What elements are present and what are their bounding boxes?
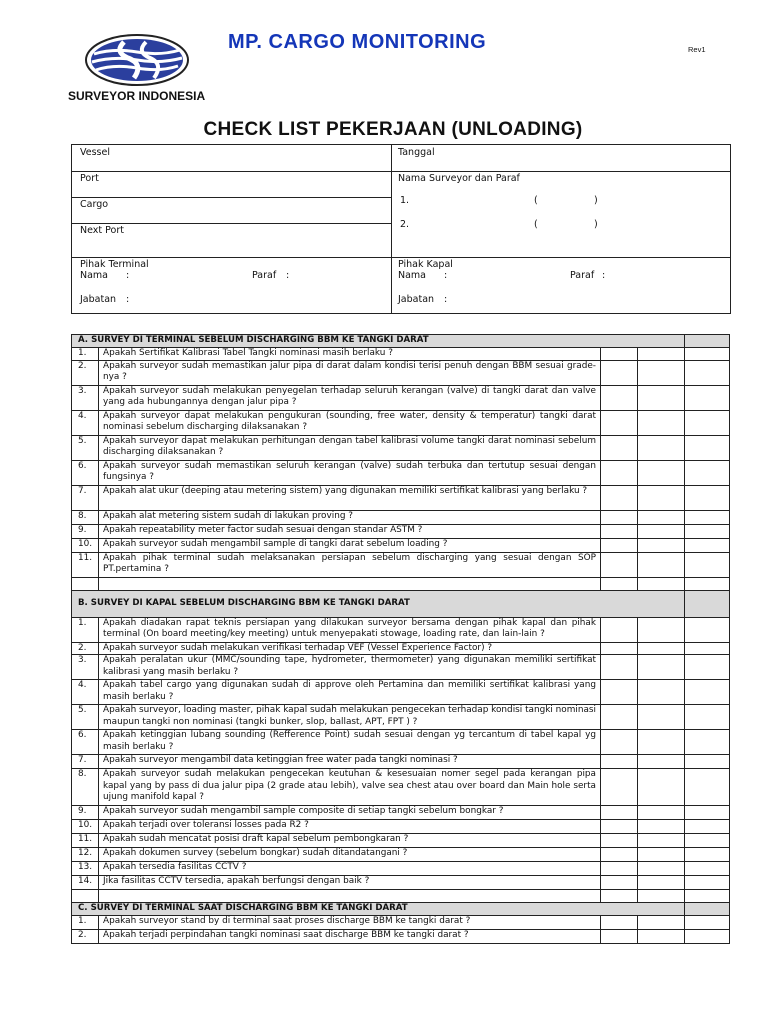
answer-cell[interactable] — [685, 348, 730, 361]
paren-close: ) — [594, 195, 598, 206]
answer-cell[interactable] — [685, 806, 730, 820]
item-number: 2. — [72, 642, 99, 655]
answer-cell[interactable] — [601, 848, 638, 862]
item-question: Apakah surveyor dapat melakukan perhitungan dengan tabel kalibrasi volume tangki darat nominasi sebelum discharging dilaksanakan ? — [99, 435, 601, 460]
section-title: B. SURVEY DI KAPAL SEBELUM DISCHARGING BBM KE TANGKI DARAT — [72, 590, 685, 617]
item-question: Jika fasilitas CCTV tersedia, apakah berfungsi dengan baik ? — [99, 876, 601, 890]
answer-cell[interactable] — [601, 360, 638, 385]
answer-cell[interactable] — [638, 769, 685, 806]
answer-cell[interactable] — [601, 410, 638, 435]
item-question: Apakah repeatability meter factor sudah sesuai dengan standar ASTM ? — [99, 524, 601, 538]
app-title: MP. CARGO MONITORING — [228, 31, 487, 53]
answer-cell[interactable] — [638, 410, 685, 435]
answer-cell[interactable] — [638, 552, 685, 577]
answer-cell[interactable] — [685, 862, 730, 876]
item-question: Apakah alat ukur (deeping atau metering sistem) yang digunakan memiliki sertifikat kalibrasi yang berlaku ? — [99, 485, 601, 510]
answer-cell[interactable] — [638, 524, 685, 538]
item-number: 10. — [72, 538, 99, 552]
checklist-row — [72, 510, 730, 524]
item-number: 3. — [72, 385, 99, 410]
paren-open: ( — [534, 219, 538, 230]
answer-cell[interactable] — [601, 510, 638, 524]
item-question: Apakah alat metering sistem sudah di lakukan proving ? — [99, 510, 601, 524]
section-header-cell — [685, 335, 730, 348]
answer-cell[interactable] — [638, 930, 685, 944]
answer-cell[interactable] — [685, 642, 730, 655]
answer-cell[interactable] — [601, 916, 638, 930]
checklist-row — [72, 538, 730, 552]
answer-cell[interactable] — [601, 385, 638, 410]
info-line — [72, 223, 391, 224]
answer-cell[interactable] — [685, 460, 730, 485]
item-number: 4. — [72, 680, 99, 705]
info-line — [72, 197, 391, 198]
item-question: Apakah surveyor dapat melakukan pengukuran (sounding, free water, density & temperatur) tangki darat nominasi sebelum discharging dilaksanakan ? — [99, 410, 601, 435]
answer-cell[interactable] — [601, 806, 638, 820]
answer-cell[interactable] — [601, 834, 638, 848]
item-question: Apakah pihak terminal sudah melaksanakan persiapan sebelum discharging yang sesuai dengan SOP PT.pertamina ? — [99, 552, 601, 577]
colon: : — [286, 270, 290, 281]
item-question: Apakah surveyor sudah memastikan seluruh kerangan (valve) sudah terbuka dan tertutup sesuai dengan fungsinya ? — [99, 460, 601, 485]
answer-cell[interactable] — [601, 642, 638, 655]
answer-cell[interactable] — [601, 655, 638, 680]
surveyor-2-label: 2. — [400, 219, 410, 230]
answer-cell[interactable] — [685, 916, 730, 930]
colon: : — [126, 294, 130, 305]
answer-cell[interactable] — [685, 485, 730, 510]
item-number: 10. — [72, 820, 99, 834]
answer-cell[interactable] — [601, 538, 638, 552]
answer-cell[interactable] — [638, 848, 685, 862]
checklist-row — [72, 755, 730, 769]
answer-cell[interactable] — [601, 460, 638, 485]
spacer-cell — [601, 890, 638, 903]
answer-cell[interactable] — [685, 655, 730, 680]
item-question: Apakah surveyor sudah melakukan penyegelan terhadap seluruh kerangan (valve) di tangki darat dan valve yang ada hubungannya dengan jalur pipa ? — [99, 385, 601, 410]
answer-cell[interactable] — [601, 820, 638, 834]
answer-cell[interactable] — [638, 617, 685, 642]
section-header-row — [72, 590, 730, 617]
ship-name-label: Nama — [398, 270, 427, 281]
checklist-row — [72, 435, 730, 460]
revision-label: Rev1 — [688, 45, 706, 54]
answer-cell[interactable] — [601, 680, 638, 705]
checklist-row — [72, 485, 730, 510]
answer-cell[interactable] — [638, 360, 685, 385]
spacer-row — [72, 577, 730, 590]
checklist-row — [72, 385, 730, 410]
spacer-cell — [638, 890, 685, 903]
answer-cell[interactable] — [638, 435, 685, 460]
paren-open: ( — [534, 195, 538, 206]
item-question: Apakah surveyor sudah melakukan verifikasi terhadap VEF (Vessel Experience Factor) ? — [99, 642, 601, 655]
answer-cell[interactable] — [685, 410, 730, 435]
answer-cell[interactable] — [638, 862, 685, 876]
answer-cell[interactable] — [601, 435, 638, 460]
answer-cell[interactable] — [601, 348, 638, 361]
answer-cell[interactable] — [601, 730, 638, 755]
section-header-row — [72, 903, 730, 916]
item-number: 7. — [72, 485, 99, 510]
answer-cell[interactable] — [601, 524, 638, 538]
answer-cell[interactable] — [638, 705, 685, 730]
terminal-paraf-label: Paraf — [252, 270, 277, 281]
surveyor-1-label: 1. — [400, 195, 410, 206]
item-number: 3. — [72, 655, 99, 680]
answer-cell[interactable] — [685, 538, 730, 552]
checklist-table — [71, 334, 730, 944]
cargo-label: Cargo — [80, 199, 109, 210]
item-number: 4. — [72, 410, 99, 435]
item-number: 12. — [72, 848, 99, 862]
item-question: Apakah surveyor, loading master, pihak kapal sudah melakukan pengecekan terhadap kondisi tangki nominasi maupun tangki non nominasi (tangki bunker, slop, ballast, APT, FPT ) ? — [99, 705, 601, 730]
item-question: Apakah surveyor stand by di terminal saat proses discharge BBM ke tangki darat ? — [99, 916, 601, 930]
answer-cell[interactable] — [638, 916, 685, 930]
answer-cell[interactable] — [685, 769, 730, 806]
surveyor-label: Nama Surveyor dan Paraf — [398, 173, 520, 184]
checklist-row — [72, 348, 730, 361]
ship-position-label: Jabatan — [398, 294, 435, 305]
item-question: Apakah tersedia fasilitas CCTV ? — [99, 862, 601, 876]
answer-cell[interactable] — [685, 930, 730, 944]
spacer-cell — [99, 890, 601, 903]
answer-cell[interactable] — [638, 730, 685, 755]
section-header-cell — [685, 903, 730, 916]
answer-cell[interactable] — [685, 848, 730, 862]
spacer-cell — [601, 577, 638, 590]
answer-cell[interactable] — [638, 538, 685, 552]
org-name: SURVEYOR INDONESIA — [68, 89, 206, 103]
answer-cell[interactable] — [685, 524, 730, 538]
port-label: Port — [80, 173, 99, 184]
section-title: C. SURVEY DI TERMINAL SAAT DISCHARGING BBM KE TANGKI DARAT — [72, 903, 685, 916]
answer-cell[interactable] — [601, 617, 638, 642]
item-number: 6. — [72, 730, 99, 755]
checklist-row — [72, 642, 730, 655]
answer-cell[interactable] — [601, 755, 638, 769]
item-number: 14. — [72, 876, 99, 890]
item-number: 11. — [72, 552, 99, 577]
answer-cell[interactable] — [638, 820, 685, 834]
item-question: Apakah diadakan rapat teknis persiapan yang dilakukan surveyor bersama dengan pihak kapal dan pihak terminal (On board meeting/key meeting) untuk menyepakati stowage, loading rate, dan lain-lain ? — [99, 617, 601, 642]
answer-cell[interactable] — [685, 360, 730, 385]
info-line — [391, 171, 730, 172]
item-question: Apakah terjadi perpindahan tangki nominasi saat discharge BBM ke tangki darat ? — [99, 930, 601, 944]
item-question: Apakah terjadi over toleransi losses pada R2 ? — [99, 820, 601, 834]
answer-cell[interactable] — [685, 834, 730, 848]
section-header-cell — [685, 590, 730, 617]
item-question: Apakah surveyor sudah mengambil sample composite di setiap tangki sebelum bongkar ? — [99, 806, 601, 820]
item-question: Apakah sudah mencatat posisi draft kapal sebelum pembongkaran ? — [99, 834, 601, 848]
item-number: 1. — [72, 916, 99, 930]
info-line — [72, 257, 730, 258]
checklist-row — [72, 410, 730, 435]
answer-cell[interactable] — [685, 820, 730, 834]
section-title: A. SURVEY DI TERMINAL SEBELUM DISCHARGING BBM KE TANGKI DARAT — [72, 335, 685, 348]
item-question: Apakah Sertifikat Kalibrasi Tabel Tangki nominasi masih berlaku ? — [99, 348, 601, 361]
checklist-row — [72, 360, 730, 385]
answer-cell[interactable] — [685, 552, 730, 577]
item-question: Apakah dokumen survey (sebelum bongkar) sudah ditandatangani ? — [99, 848, 601, 862]
item-question: Apakah surveyor mengambil data ketinggian free water pada tangki nominasi ? — [99, 755, 601, 769]
answer-cell[interactable] — [638, 485, 685, 510]
answer-cell[interactable] — [685, 730, 730, 755]
checklist-row — [72, 876, 730, 890]
answer-cell[interactable] — [601, 930, 638, 944]
item-number: 8. — [72, 510, 99, 524]
checklist-row — [72, 769, 730, 806]
next-port-label: Next Port — [80, 225, 124, 236]
answer-cell[interactable] — [601, 862, 638, 876]
checklist-row — [72, 655, 730, 680]
spacer-row — [72, 890, 730, 903]
item-question: Apakah tabel cargo yang digunakan sudah di approve oleh Pertamina dan memiliki sertifikat kalibrasi yang masih berlaku ? — [99, 680, 601, 705]
answer-cell[interactable] — [685, 385, 730, 410]
colon: : — [444, 294, 448, 305]
answer-cell[interactable] — [685, 680, 730, 705]
answer-cell[interactable] — [601, 485, 638, 510]
answer-cell[interactable] — [685, 755, 730, 769]
spacer-cell — [72, 577, 99, 590]
item-question: Apakah ketinggian lubang sounding (Refference Point) sudah sesuai dengan yg tercantum di tabel kapal yg masih berlaku ? — [99, 730, 601, 755]
item-number: 5. — [72, 435, 99, 460]
section-header-row — [72, 335, 730, 348]
answer-cell[interactable] — [638, 876, 685, 890]
checklist-row — [72, 916, 730, 930]
item-number: 7. — [72, 755, 99, 769]
answer-cell[interactable] — [685, 510, 730, 524]
item-number: 13. — [72, 862, 99, 876]
checklist-row — [72, 617, 730, 642]
item-number: 6. — [72, 460, 99, 485]
spacer-cell — [72, 890, 99, 903]
answer-cell[interactable] — [638, 385, 685, 410]
spacer-cell — [685, 890, 730, 903]
item-number: 8. — [72, 769, 99, 806]
item-number: 5. — [72, 705, 99, 730]
checklist-row — [72, 848, 730, 862]
item-number: 2. — [72, 360, 99, 385]
ship-party-label: Pihak Kapal — [398, 259, 453, 270]
checklist-row — [72, 730, 730, 755]
answer-cell[interactable] — [601, 552, 638, 577]
item-question: Apakah surveyor sudah mengambil sample di tangki darat sebelum loading ? — [99, 538, 601, 552]
answer-cell[interactable] — [638, 510, 685, 524]
info-box — [71, 144, 731, 314]
item-question: Apakah peralatan ukur (MMC/sounding tape, hydrometer, thermometer) yang digunakan memiliki sertifikat kalibrasi yang masih berlaku ? — [99, 655, 601, 680]
spacer-cell — [99, 577, 601, 590]
checklist-row — [72, 862, 730, 876]
answer-cell[interactable] — [601, 705, 638, 730]
info-line — [72, 171, 391, 172]
checklist-row — [72, 680, 730, 705]
surveyor-indonesia-logo — [84, 34, 190, 86]
item-number: 2. — [72, 930, 99, 944]
terminal-party-label: Pihak Terminal — [80, 259, 149, 270]
checklist-row — [72, 834, 730, 848]
terminal-name-label: Nama — [80, 270, 109, 281]
answer-cell[interactable] — [638, 655, 685, 680]
page-title: CHECK LIST PEKERJAAN (UNLOADING) — [203, 119, 583, 140]
answer-cell[interactable] — [685, 435, 730, 460]
checklist-row — [72, 524, 730, 538]
answer-cell[interactable] — [638, 834, 685, 848]
answer-cell[interactable] — [685, 617, 730, 642]
answer-cell[interactable] — [601, 769, 638, 806]
date-label: Tanggal — [398, 147, 435, 158]
answer-cell[interactable] — [685, 876, 730, 890]
paren-close: ) — [594, 219, 598, 230]
colon: : — [602, 270, 606, 281]
item-number: 9. — [72, 806, 99, 820]
checklist-row — [72, 460, 730, 485]
item-number: 9. — [72, 524, 99, 538]
checklist-row — [72, 820, 730, 834]
answer-cell[interactable] — [638, 460, 685, 485]
checklist-row — [72, 552, 730, 577]
terminal-position-label: Jabatan — [80, 294, 117, 305]
checklist-row — [72, 705, 730, 730]
answer-cell[interactable] — [638, 642, 685, 655]
item-question: Apakah surveyor sudah memastikan jalur pipa di darat dalam kondisi terisi penuh dengan BBM sesuai grade-nya ? — [99, 360, 601, 385]
answer-cell[interactable] — [638, 755, 685, 769]
spacer-cell — [685, 577, 730, 590]
answer-cell[interactable] — [638, 680, 685, 705]
checklist-row — [72, 806, 730, 820]
spacer-cell — [638, 577, 685, 590]
answer-cell[interactable] — [638, 348, 685, 361]
item-question: Apakah surveyor sudah melakukan pengecekan keutuhan & kesesuaian nomer segel pada kerangan pipa kapal yang by pass di dua jalur pipa (2 grade atau lebih), valve sea chest atau over board dan Main hole serta ujung manifold kapal ? — [99, 769, 601, 806]
answer-cell[interactable] — [638, 806, 685, 820]
vessel-label: Vessel — [80, 147, 110, 158]
colon: : — [444, 270, 448, 281]
checklist-row — [72, 930, 730, 944]
colon: : — [126, 270, 130, 281]
item-number: 1. — [72, 617, 99, 642]
answer-cell[interactable] — [601, 876, 638, 890]
item-number: 1. — [72, 348, 99, 361]
ship-paraf-label: Paraf — [570, 270, 595, 281]
item-number: 11. — [72, 834, 99, 848]
answer-cell[interactable] — [685, 705, 730, 730]
